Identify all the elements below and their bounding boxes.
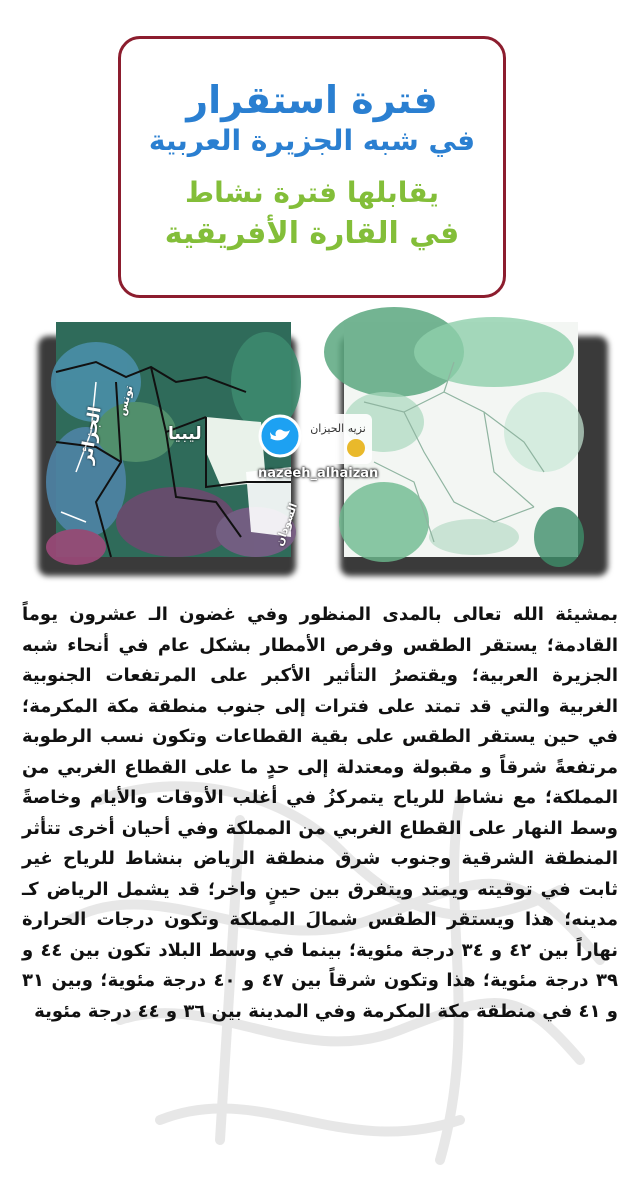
title-line-1: فترة استقرار xyxy=(186,78,438,123)
title-line-3: يقابلها فترة نشاط xyxy=(185,176,439,210)
title-line-4: في القارة الأفريقية xyxy=(164,215,460,251)
arabia-weather-map xyxy=(344,322,578,557)
label-sudan: السودان xyxy=(272,501,301,548)
article-body: بمشيئة الله تعالى بالمدى المنظور وفي غضون الـ عشرون يوماً القادمة؛ يستقر الطقس وفرص الأمطار بشكل عام في أنحاء شبه الجزيرة العربية؛ ويقتصرُ التأثير الأكبر على المرتفعات الجنوبية الغربية والتي قد تمتد على فترات إلى جنوب منطقة مكة المكرمة؛ في حين يستقر الطقس على بقية القطاعات وتكون نسب الرطوبة مرتفعةً شرقاً و مقبولة ومعتدلة إلى حدٍ ما على القطاع الغربي من المملكة؛ مع نشاط للرياح يتمركزُ في أغلب الأوقات والأيام وخاصةً وسط النهار على القطاع الغربي من المملكة وفي أحيان أخرى تتأثر المنطقة الشرقية وجنوب شرق منطقة الرياض بنشاط للرياح غير ثابت في توقيته ويمتد ويتفرق بين حينٍ واخر؛ قد يشمل الرياض كـ مدينه؛ هذا ويستقر الطقس شمالَ المملكة وتكون درجات الحرارة نهاراً بين ٤٢ و ٣٤ درجة مئوية؛ بينما في وسط البلاد تكون بين ٤٤ و ٣٩ درجة مئوية؛ هذا وتكون شرقاً بين ٤٧ و ٤٠ درجة مئوية؛ وبين ٣١ و ٤١ في منطقة مكة المكرمة وفي المدينة بين ٣٦ و ٤٤ درجة مئوية xyxy=(22,604,618,1022)
label-libya: ليبيا xyxy=(168,424,202,444)
label-algeria: الجزائر xyxy=(76,405,106,466)
logo-text: نزيه الحيزان xyxy=(310,422,366,435)
title-box xyxy=(118,36,506,298)
title-line-2: في شبه الجزيرة العربية xyxy=(148,124,476,158)
africa-weather-map xyxy=(56,322,301,557)
label-tunisia: تونس xyxy=(115,383,136,418)
twitter-handle: nazeeh_alhaizan xyxy=(258,466,379,481)
